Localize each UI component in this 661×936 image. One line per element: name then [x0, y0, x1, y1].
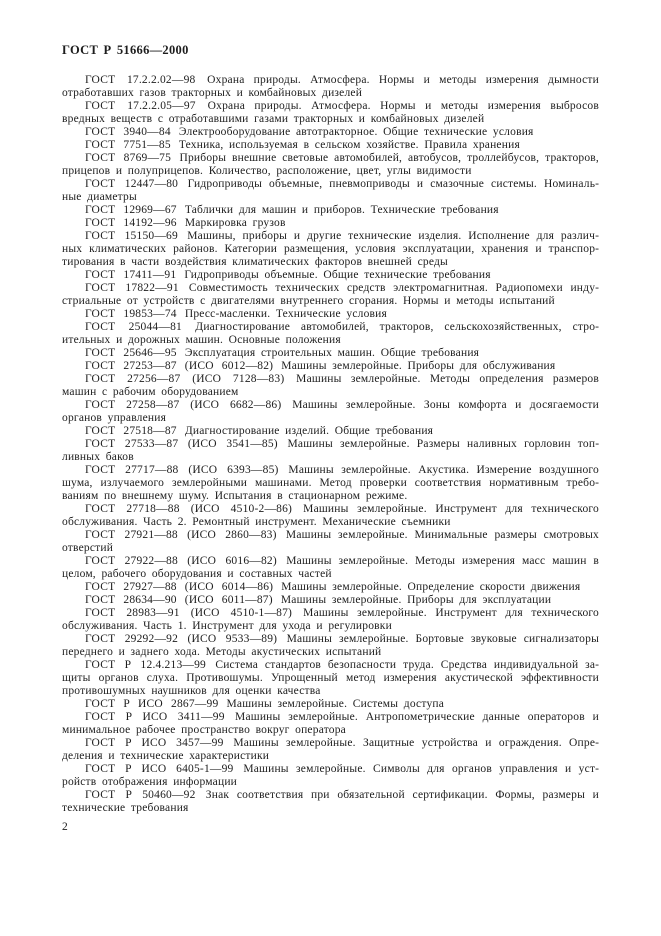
- reference-entry: [62, 711, 599, 737]
- reference-entry: [62, 789, 599, 815]
- reference-title: Приборы внешние световые автомобилей, автобусов, троллейбусов, тракторов, прицепов и полуприцепов. Количество, расположение, цвет, углы видимости: [62, 152, 599, 177]
- reference-designation: ГОСТ 27922—88 (ИСО 6016—82): [85, 555, 277, 567]
- reference-designation: ГОСТ 27921—88 (ИСО 2860—83): [85, 529, 277, 541]
- reference-designation: ГОСТ 27518—87: [85, 425, 177, 437]
- reference-designation: ГОСТ Р ИСО 6405-1—99: [85, 763, 234, 775]
- reference-entry: [62, 633, 599, 659]
- reference-designation: ГОСТ 28983—91 (ИСО 4510-1—87): [85, 607, 293, 619]
- reference-title: Охрана природы. Атмосфера. Нормы и методы измерения выбросов вредных веществ с отработавшими газами тракторных и комбайновых дизелей: [62, 100, 599, 125]
- reference-designation: ГОСТ Р ИСО 2867—99: [85, 698, 219, 710]
- reference-entry: [62, 529, 599, 555]
- reference-entry: [62, 100, 599, 126]
- reference-designation: ГОСТ 12447—80: [85, 178, 179, 190]
- reference-designation: ГОСТ 17822—91: [85, 282, 179, 294]
- reference-designation: ГОСТ 28634—90 (ИСО 6011—87): [85, 594, 273, 606]
- reference-designation: ГОСТ 27927—88 (ИСО 6014—86): [85, 581, 274, 593]
- page-number: 2: [62, 821, 68, 833]
- reference-entry: [62, 438, 599, 464]
- reference-designation: ГОСТ 27256—87 (ИСО 7128—83): [85, 373, 285, 385]
- reference-title: Машины землеройные. Приборы для обслуживания: [281, 360, 556, 372]
- reference-entry: [62, 152, 599, 178]
- reference-title: Пресс-масленки. Технические условия: [184, 308, 388, 320]
- reference-title: Гидроприводы объемные. Общие технические требования: [184, 269, 491, 281]
- reference-title: Машины землеройные. Методы определения размеров машин с рабочим оборудованием: [62, 373, 600, 398]
- reference-title: Маркировка грузов: [184, 217, 286, 229]
- reference-title: Машины землеройные. Методы измерения масс машин в целом, рабочего оборудования и составных частей: [62, 555, 599, 580]
- reference-title: Машины землеройные. Системы доступа: [226, 698, 445, 710]
- reference-entry: [62, 217, 599, 230]
- reference-designation: ГОСТ 17.2.2.05—97: [85, 100, 196, 112]
- reference-designation: ГОСТ 27533—87 (ИСО 3541—85): [85, 438, 278, 450]
- reference-entry: [62, 321, 599, 347]
- reference-title: Охрана природы. Атмосфера. Нормы и методы измерения дымности отработавших газов тракторных и комбайновых дизелей: [62, 74, 599, 99]
- reference-entry: [62, 360, 599, 373]
- reference-entry: [62, 230, 599, 269]
- reference-title: Машины землеройные. Определение скорости движения: [281, 581, 581, 593]
- reference-designation: ГОСТ 27258—87 (ИСО 6682—86): [85, 399, 282, 411]
- reference-title: Диагностирование изделий. Общие требования: [184, 425, 434, 437]
- reference-designation: ГОСТ 14192—96: [85, 217, 177, 229]
- reference-entry: [62, 698, 599, 711]
- reference-entry: [62, 269, 599, 282]
- reference-entry: [62, 659, 599, 698]
- reference-title: Машины землеройные. Акустика. Измерение воздушного шума, излучаемого землеройными машинами. Метод проверки соответствия нормативным требованиям по внешнему шуму. Испытания в стационарном режиме.: [62, 464, 600, 502]
- reference-designation: ГОСТ Р ИСО 3411—99: [85, 711, 225, 723]
- reference-title: Эксплуатация строительных машин. Общие требования: [184, 347, 480, 359]
- reference-designation: ГОСТ 7751—85: [85, 139, 171, 151]
- reference-title: Машины землеройные. Символы для органов управления и устройств отображения информации: [62, 763, 600, 788]
- reference-designation: ГОСТ Р 50460—92: [85, 789, 196, 801]
- reference-entry: [62, 126, 599, 139]
- reference-title: Диагностирование автомобилей, тракторов, сельскохозяйственных, строительных и дорожных машин. Основные положения: [62, 321, 599, 346]
- reference-designation: ГОСТ 27253—87 (ИСО 6012—82): [85, 360, 274, 372]
- reference-entry: [62, 282, 599, 308]
- reference-title: Совместимость технических средств электромагнитная. Радиопомехи индустриальные от устройств с двигателями внутреннего сгорания. Нормы и методы испытаний: [62, 282, 599, 307]
- reference-title: Машины землеройные. Зоны комфорта и досягаемости органов управления: [62, 399, 599, 424]
- reference-entry: [62, 204, 599, 217]
- reference-entry: [62, 308, 599, 321]
- reference-entry: [62, 581, 599, 594]
- reference-designation: ГОСТ 15150—69: [85, 230, 178, 242]
- reference-designation: ГОСТ 17411—91: [85, 269, 177, 281]
- reference-entry: [62, 347, 599, 360]
- reference-designation: ГОСТ 3940—84: [85, 126, 171, 138]
- reference-entry: [62, 737, 599, 763]
- reference-entry: [62, 503, 599, 529]
- reference-title: Электрооборудование автотракторное. Общие технические условия: [178, 126, 534, 138]
- reference-title: Система стандартов безопасности труда. Средства индивидуальной защиты органов слуха. Противошумы. Упрощенный метод измерения акустической эффективности противошумных наушников для оценки качества: [62, 659, 600, 697]
- reference-entry: [62, 425, 599, 438]
- reference-title: Машины землеройные. Инструмент для технического обслуживания. Часть 1. Инструмент для ухода и регулировки: [62, 607, 600, 632]
- reference-title: Машины землеройные. Инструмент для технического обслуживания. Часть 2. Ремонтный инструмент. Механические съемники: [62, 503, 600, 528]
- reference-entry: [62, 373, 599, 399]
- reference-title: Техника, используемая в сельском хозяйстве. Правила хранения: [178, 139, 520, 151]
- reference-entry: [62, 555, 599, 581]
- reference-designation: ГОСТ 8769—75: [85, 152, 172, 164]
- reference-title: Машины землеройные. Защитные устройства и ограждения. Определения и технические характеристики: [62, 737, 600, 762]
- reference-title: Таблички для машин и приборов. Технические требования: [184, 204, 499, 216]
- reference-designation: ГОСТ 27717—88 (ИСО 6393—85): [85, 464, 279, 476]
- reference-designation: ГОСТ 27718—88 (ИСО 4510-2—86): [85, 503, 293, 515]
- reference-entry: [62, 607, 599, 633]
- reference-designation: ГОСТ Р ИСО 3457—99: [85, 737, 224, 749]
- reference-title: Знак соответствия при обязательной сертификации. Формы, размеры и технические требования: [62, 789, 600, 814]
- reference-entry: [62, 594, 599, 607]
- reference-title: Машины землеройные. Антропометрические данные операторов и минимальное рабочее пространство вокруг оператора: [62, 711, 600, 736]
- reference-title: Машины землеройные. Приборы для эксплуатации: [280, 594, 552, 606]
- reference-title: Машины землеройные. Размеры наливных горловин топливных баков: [62, 438, 600, 463]
- reference-entry: [62, 178, 599, 204]
- reference-designation: ГОСТ 25646—95: [85, 347, 177, 359]
- reference-designation: ГОСТ 17.2.2.02—98: [85, 74, 196, 86]
- reference-entry: [62, 399, 599, 425]
- reference-title: Машины, приборы и другие технические изделия. Исполнение для различных климатических районов. Категории размещения, условия эксплуатации, хранения и транспортирования в части воздействия климатических факторов внешней среды: [62, 230, 599, 268]
- document-header: ГОСТ Р 51666—2000: [62, 43, 189, 57]
- reference-title: Машины землеройные. Бортовые звуковые сигнализаторы переднего и заднего хода. Методы акустических испытаний: [62, 633, 600, 658]
- references-list: [62, 74, 599, 815]
- reference-title: Машины землеройные. Минимальные размеры смотровых отверстий: [62, 529, 600, 554]
- reference-designation: ГОСТ 19853—74: [85, 308, 177, 320]
- reference-designation: ГОСТ 29292—92 (ИСО 9533—89): [85, 633, 278, 645]
- reference-designation: ГОСТ 12969—67: [85, 204, 177, 216]
- reference-entry: [62, 139, 599, 152]
- reference-entry: [62, 74, 599, 100]
- reference-designation: ГОСТ Р 12.4.213—99: [85, 659, 206, 671]
- reference-designation: ГОСТ 25044—81: [85, 321, 182, 333]
- reference-entry: [62, 763, 599, 789]
- reference-title: Гидроприводы объемные, пневмоприводы и смазочные системы. Номинальные диаметры: [62, 178, 600, 203]
- reference-entry: [62, 464, 599, 503]
